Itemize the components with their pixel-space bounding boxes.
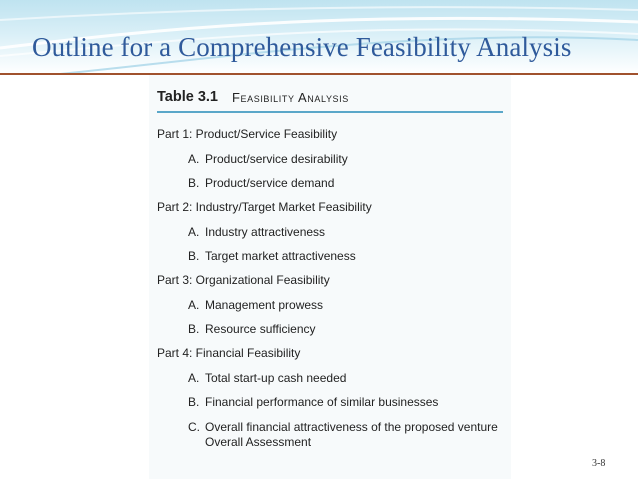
list-item: [188, 420, 498, 434]
table-header: [157, 83, 503, 111]
item-letter: B.: [188, 322, 200, 336]
item-letter: B.: [188, 176, 200, 190]
item-text: Target market attractiveness: [205, 249, 356, 263]
item-letter: B.: [188, 395, 200, 409]
item-text: Overall financial attractiveness of the proposed venture: [205, 420, 498, 434]
item-text: Industry attractiveness: [205, 225, 326, 239]
table-number: Table 3.1: [157, 89, 218, 105]
item-text: Product/service desirability: [205, 152, 348, 166]
item-text: Resource sufficiency: [205, 322, 316, 336]
feasibility-table: [149, 75, 511, 479]
list-item: [188, 395, 438, 409]
list-item: [188, 322, 316, 336]
part-heading: Part 3: Organizational Feasibility: [157, 273, 330, 287]
closing-line: [188, 435, 311, 449]
item-text: Management prowess: [205, 298, 324, 312]
item-letter: A.: [188, 371, 200, 385]
list-item: [188, 298, 323, 312]
list-item: [188, 371, 346, 385]
item-text: Product/service demand: [205, 176, 335, 190]
overall-assessment: Overall Assessment: [205, 435, 312, 449]
item-letter: A.: [188, 152, 200, 166]
list-item: [188, 152, 348, 166]
list-item: [188, 225, 325, 239]
part-heading: Part 4: Financial Feasibility: [157, 346, 301, 360]
slide-title: Outline for a Comprehensive Feasibility Analysis: [32, 32, 572, 62]
part-heading: Part 2: Industry/Target Market Feasibility: [157, 200, 372, 214]
table-name: Feasibility Analysis: [231, 89, 349, 105]
item-letter: B.: [188, 249, 200, 263]
item-letter: A.: [188, 225, 200, 239]
list-item: [188, 176, 334, 190]
page-number: 3-8: [592, 458, 606, 469]
item-text: Total start-up cash needed: [205, 371, 347, 385]
item-text: Financial performance of similar businesses: [205, 395, 439, 409]
item-letter: C.: [188, 420, 200, 434]
item-letter: A.: [188, 298, 200, 312]
list-item: [188, 249, 356, 263]
table-header-rule: [157, 111, 503, 113]
part-heading: Part 1: Product/Service Feasibility: [157, 127, 338, 141]
